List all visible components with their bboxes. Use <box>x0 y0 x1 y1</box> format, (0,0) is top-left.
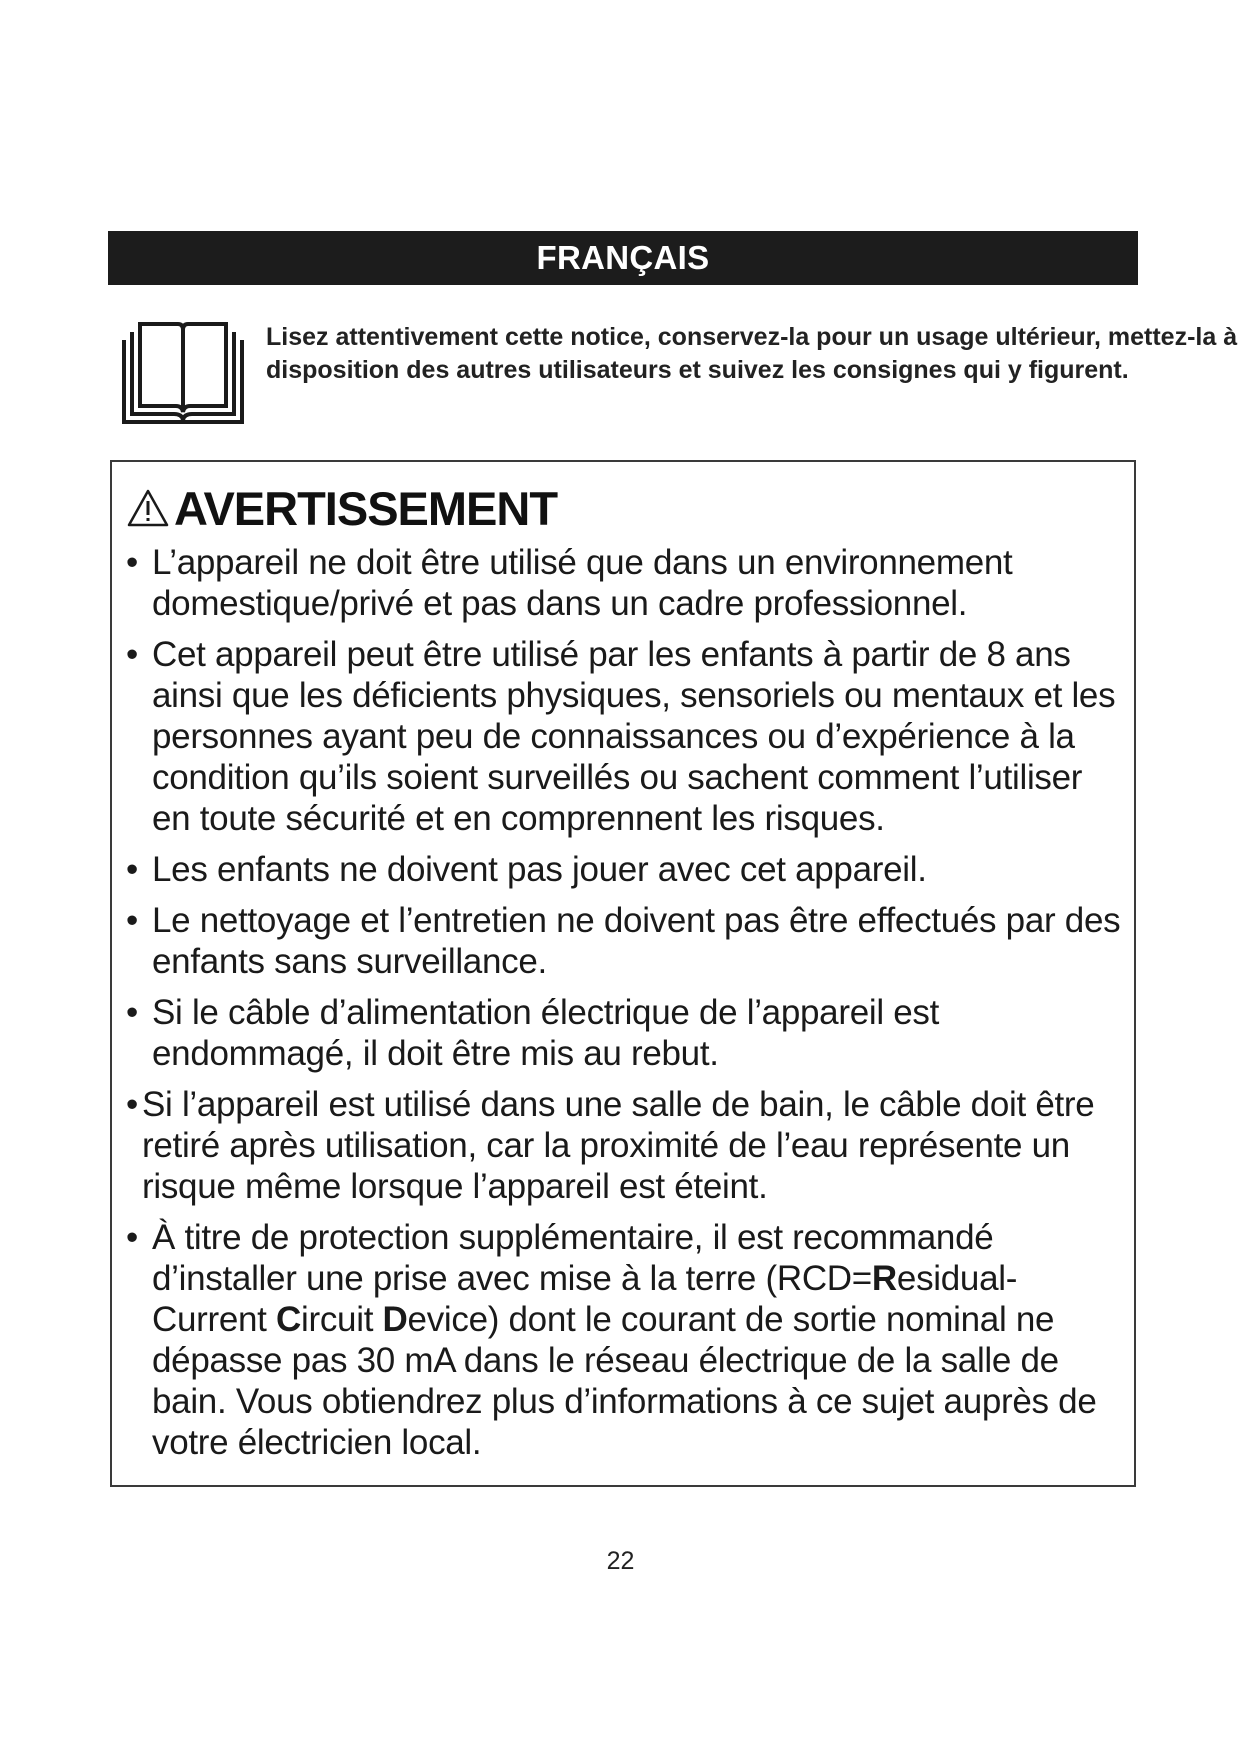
bullet: • <box>126 850 138 889</box>
list-item <box>126 849 1126 890</box>
notice-text: Lisez attentivement cette notice, conservez-la pour un usage ultérieur, mettez-la à disposition des autres utilisateurs et suivez les consignes qui y figurent. <box>266 323 1238 384</box>
list-item-text: Si le câble d’alimentation électrique de l’appareil est endommagé, il doit être mis au rebut. <box>152 993 940 1073</box>
rcd-text-part: À titre de protection supplémentaire, il est recommandé d’installer une prise avec mise à la terre (RCD= <box>152 1218 994 1298</box>
warning-heading <box>126 480 557 536</box>
list-item <box>126 992 1126 1074</box>
language-title: FRANÇAIS <box>536 239 710 276</box>
rcd-text-part: evice) dont le courant de sortie nominal ne dépasse pas 30 mA dans le réseau électrique de la salle de bain. Vous obtiendrez plus d’informations à ce sujet auprès de votre électricien local. <box>152 1300 1097 1462</box>
bullet: • <box>126 993 138 1032</box>
warning-list <box>126 542 1126 1473</box>
bullet: • <box>126 1218 138 1257</box>
page-number: 22 <box>606 1547 635 1575</box>
rcd-letter-d: D <box>382 1300 408 1339</box>
warning-triangle-icon <box>126 488 170 528</box>
read-instructions-notice <box>118 318 1238 428</box>
list-item <box>126 634 1126 839</box>
rcd-text-part: esidual-Current <box>152 1259 1018 1339</box>
rcd-letter-r: R <box>871 1259 897 1298</box>
warning-box <box>110 460 1136 1487</box>
open-book-icon <box>118 318 248 428</box>
list-item <box>126 1084 1126 1207</box>
list-item-text: L’appareil ne doit être utilisé que dans un environnement domestique/privé et pas dans un cadre professionnel. <box>152 543 1013 623</box>
bullet: • <box>126 901 138 940</box>
bullet: • <box>126 635 138 674</box>
warning-title: AVERTISSEMENT <box>174 481 558 535</box>
list-item <box>126 1217 1126 1463</box>
rcd-letter-c: C <box>276 1300 302 1339</box>
list-item-text: Les enfants ne doivent pas jouer avec cet appareil. <box>152 850 927 889</box>
list-item-text <box>152 1218 1097 1462</box>
rcd-text-part: ircuit <box>301 1300 383 1339</box>
bullet: • <box>126 543 138 582</box>
list-item-text: Si l’appareil est utilisé dans une salle de bain, le câble doit être retiré après utilisation, car la proximité de l’eau représente un risque même lorsque l’appareil est éteint. <box>142 1085 1095 1206</box>
language-header-bar <box>108 231 1138 285</box>
list-item <box>126 542 1126 624</box>
list-item-text: Cet appareil peut être utilisé par les enfants à partir de 8 ans ainsi que les déficients physiques, sensoriels ou mentaux et les personnes ayant peu de connaissances ou d’expérience à la condition qu’ils soient surveillés ou sachent comment l’utiliser en toute sécurité et en comprennent les risques. <box>152 635 1116 838</box>
bullet: • <box>126 1085 138 1124</box>
list-item-text: Le nettoyage et l’entretien ne doivent pas être effectués par des enfants sans surveillance. <box>152 901 1121 981</box>
list-item <box>126 900 1126 982</box>
